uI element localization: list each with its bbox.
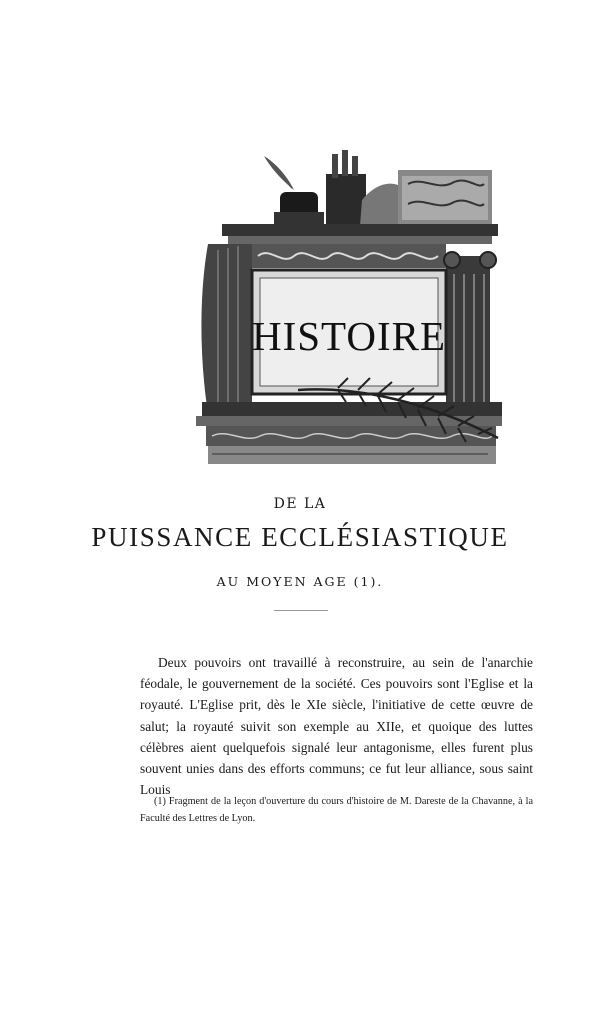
de-la-heading: DE LA: [273, 496, 327, 512]
title-divider: [274, 610, 328, 611]
page-title: PUISSANCE ECCLÉSIASTIQUE: [91, 522, 509, 552]
plaque-title: HISTOIRE: [251, 313, 447, 359]
body-paragraph: Deux pouvoirs ont travaillé à reconstruire, au sein de l'anarchie féodale, le gouvernement de la société. Ces pouvoirs sont l'Eglise et la royauté. L'Eglise prit, dès le XIe siècle, l'initiative de cette œuvre de salut; la royauté suivit son exemple au XIIe, et quoique des luttes célèbres aient quelquefois signalé leur antagonisme, elles furent plus souvent unies dans des efforts communs; ce fut leur alliance, sous saint Louis: [140, 655, 533, 798]
histoire-engraving: [188, 140, 510, 478]
footnote: [140, 793, 533, 827]
page-subtitle: AU MOYEN AGE (1).: [216, 574, 384, 589]
footnote-text: (1) Fragment de la leçon d'ouverture du cours d'histoire de M. Dareste de la Chavanne, à la Faculté des Lettres de Lyon.: [140, 796, 533, 824]
body-text: [140, 652, 533, 800]
